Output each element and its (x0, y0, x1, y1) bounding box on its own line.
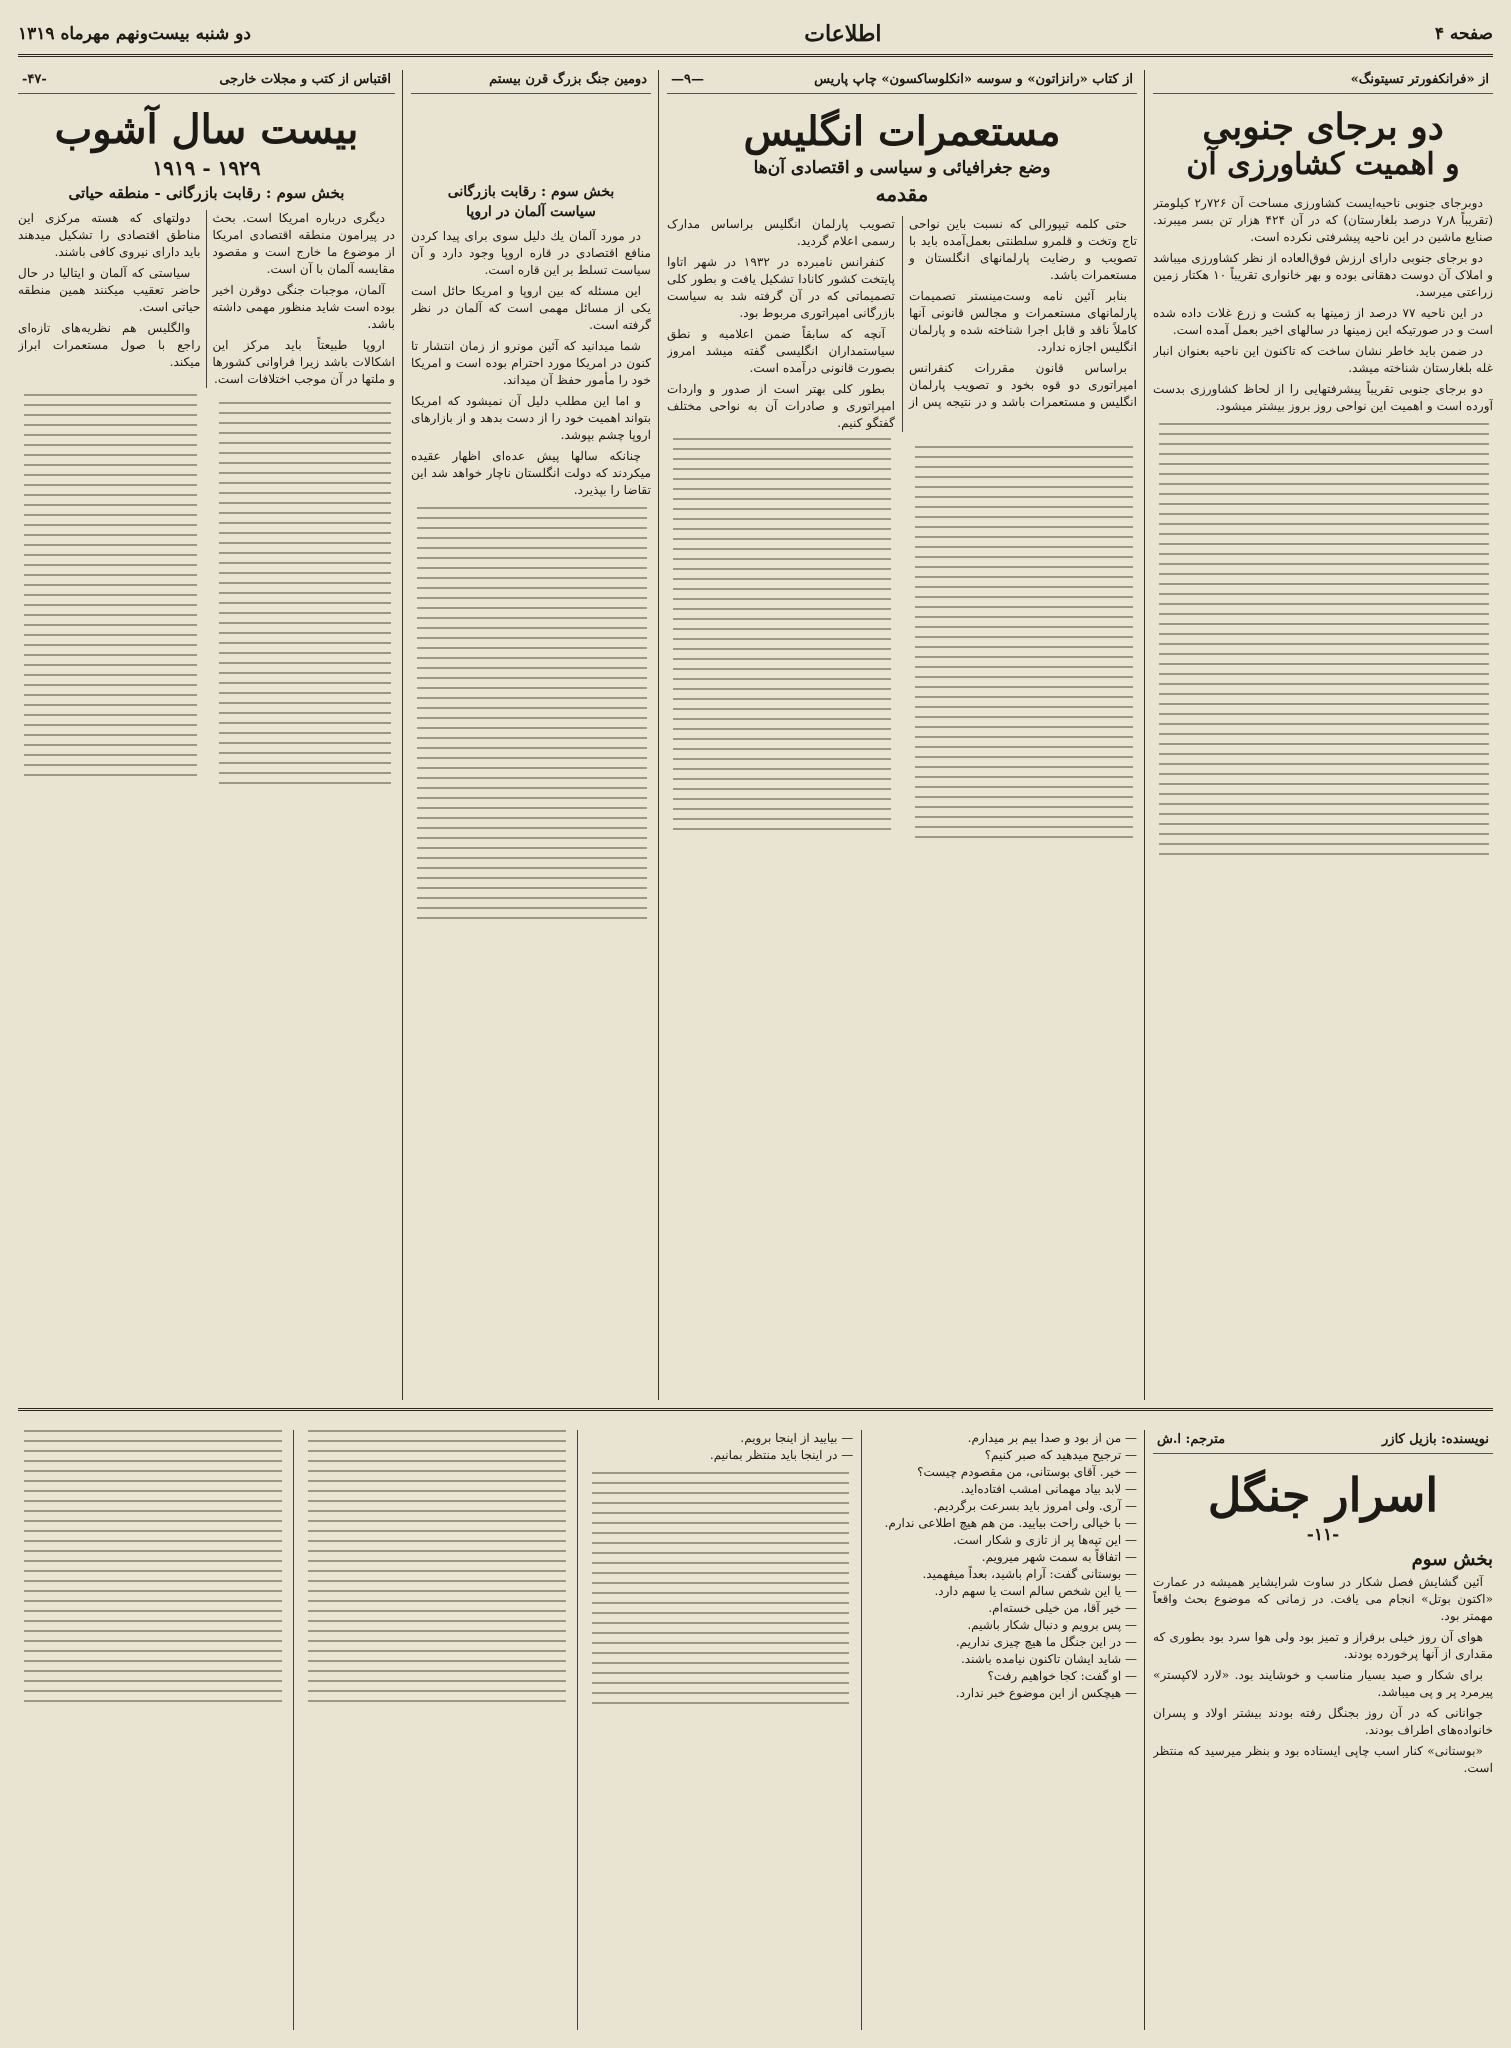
dialogue-line: — اتفاقاً به سمت شهر میرویم. (981, 1550, 1137, 1564)
paragraph: آلمان، موجبات جنگی دوقرن اخیر بوده است شاید منظور مهمی داشته باشد. (212, 283, 395, 331)
serial-number: —۹— (671, 72, 704, 87)
column-rule (1144, 70, 1145, 1400)
serial-body (1153, 1574, 1493, 1777)
source-label (667, 70, 1137, 94)
newspaper-page (18, 14, 1493, 2034)
author-label: نویسنده: بازیل کازر (1382, 1432, 1489, 1447)
dialogue-line: — بوستانی گفت: آرام باشید، بعداً میفهمید. (922, 1567, 1137, 1581)
paragraph: دو برجای جنوبی تقریباً پیشرفتهایی را از لحاظ کشاورزی بدست آورده است و اهمیت این نواحی روز بروز بیشتر میشود. (1153, 381, 1493, 413)
dialogue-line: — در اینجا باید منتظر بمانیم. (709, 1448, 854, 1462)
source-label (18, 70, 395, 94)
title-line: و اهمیت کشاورزی آن (1186, 146, 1460, 182)
section-heading: سیاست آلمان در اروپا (466, 204, 596, 220)
paragraph: این مسئله که بین اروپا و امریکا حائل است یکی از مسائل مهمی است که آلمان در نظر گرفته است. (411, 284, 651, 332)
masthead (18, 14, 1493, 57)
article-title: بیست سال آشوب (54, 106, 359, 153)
credits (1153, 1430, 1493, 1454)
dialogue-line: — پس برویم و دنبال شکار باشیم. (967, 1618, 1137, 1632)
paragraph: و اما این مطلب دلیل آن نمیشود که امریکا بتواند اهمیت خود را از دست بدهد و از بازارهای اروپا چشم بپوشد. (411, 394, 651, 442)
source-label: دومین جنگ بزرگ قرن بیستم (411, 70, 651, 94)
dialogue-line: — در این جنگل ما هیچ چیزی نداریم. (955, 1635, 1137, 1649)
serial-number: -۴۷- (22, 72, 47, 87)
paragraph: دیگری درباره امریکا است. بحث در پیرامون منطقه اقتصادی امریکا از موضوع ما خارج است و مقصود مقایسه آلمان با آن است. (212, 211, 395, 276)
issue-date: دو شنبه بیست‌ونهم مهرماه ۱۳۱۹ (18, 24, 251, 44)
title-line: دو برجای جنوبی (1202, 106, 1444, 148)
section-heading: مقدمه (875, 182, 929, 206)
dialogue-line: — آری. ولی امروز باید بسرعت برگردیم. (933, 1499, 1137, 1513)
dialogue-line: — یا این شخص سالم است یا سهم دارد. (934, 1584, 1137, 1598)
translator-label: مترجم: ا.ش (1157, 1432, 1226, 1447)
column-rule (658, 70, 659, 1400)
paragraph: در این ناحیه ۷۷ درصد از زمینها به کشت و زرع غلات داده شده است و در صورتیکه این زمینها در سالهای اخیر بعمل آمده است. (1153, 305, 1493, 337)
paper-name: اطلاعات (804, 21, 882, 47)
text-lines (1153, 423, 1493, 855)
paragraph: دوبرجای جنوبی ناحیه‌ایست کشاورزی مساحت آن ۷۲۶ر۲ کیلومتر (تقریباً ۸ر۷ درصد بلغارستان) که در آن ۴۲۴ هزار تن بسر میبرند. صنایع ماشین در این ناحیه پیشرفتی نکرده است. (1153, 195, 1493, 244)
text-lines (18, 1430, 853, 1709)
article-body (411, 228, 651, 499)
source-label: از «فرانکفورتر تسیتونگ» (1153, 70, 1493, 94)
dialogue-line: — ترجیح میدهید که صبر کنیم؟ (984, 1448, 1137, 1462)
dialogue-line: — خیر آقا، من خیلی خسته‌ام. (988, 1601, 1137, 1615)
paragraph: سیاستی که آلمان و ایتالیا در حال حاضر تعقیب میکنند همین منطقه حیاتی است. (18, 266, 201, 314)
paragraph: کنفرانس نامبرده در ۱۹۳۲ در شهر اتاوا پایتخت کشور کانادا تشکیل یافت و بطور کلی تصمیماتی که در آن گرفته شد به سیاست بازرگانی امپراتوری مربوط بود. (667, 255, 895, 320)
dialogue-line: — با خیالی راحت بیایید. من هم هیچ اطلاعی ندارم. (884, 1516, 1137, 1530)
article-dobruja (1153, 70, 1493, 1400)
dialogue-line: — این تپه‌ها پر از تازی و شکار است. (953, 1533, 1137, 1547)
paragraph: اروپا طبیعتاً باید مرکز این اشکالات باشد زیرا فراوانی کشورها و ملتها در آن موجب اختلافات است. (212, 338, 395, 386)
article-subtitle: بخش سوم : رقابت بازرگانی - منطقه حیاتی (68, 184, 345, 202)
article-body (667, 216, 1137, 432)
paragraph: حتی کلمه تیپورالی که نسبت باین نواحی تاج وتخت و قلمرو سلطنتی بعمل‌آمده باید با تصویب و رضایت پارلمانهای انگلستان و مستعمرات باشد. (909, 217, 1137, 282)
paragraph: جوانانی که در آن روز بجنگل رفته بودند بیشتر اولاد و پسران خانواده‌های اطراف بودند. (1153, 1705, 1493, 1737)
dialogue-line: — هیچکس از این موضوع خبر ندارد. (955, 1686, 1137, 1700)
article-subtitle: بخش سوم : رقابت بازرگانی (447, 184, 615, 200)
serial-number: -۱۱- (1306, 1524, 1340, 1545)
paragraph: دولتهای که هسته مرکزی این مناطق اقتصادی را تشکیل میدهند باید دارای نیروی کافی باشند. (18, 211, 201, 259)
paragraph: بطور کلی بهتر است از صدور و واردات امپراتوری و صادرات آن به نواحی مختلف گفتگو کنیم. (667, 382, 895, 430)
article-body (1153, 195, 1493, 415)
paragraph: چنانکه سالها پیش عده‌ای اظهار عقیده میکردند که دولت انگلستان ناچار خواهد شد این تقاضا را بپذیرد. (411, 449, 651, 497)
paragraph: هوای آن روز خیلی برفراز و تمیز بود ولی هوا سرد بود بطوری که مقداری از آنها پرخورده بودند. (1153, 1629, 1493, 1661)
paragraph: برای شکار و صید بسیار مناسب و خوشایند بود. «لارد لاکپستر» پیرمرد پر و پی میباشد. (1153, 1667, 1493, 1699)
dialogue-line: — شاید ایشان تاکنون نیامده باشند. (960, 1652, 1137, 1666)
serial-header (1153, 1430, 1493, 2030)
dialogue-line: — او گفت: کجا خواهیم رفت؟ (987, 1669, 1137, 1683)
source-text: اقتباس از کتب و مجلات خارجی (219, 72, 391, 87)
paragraph: «بوستانی» کنار اسب چاپی ایستاده بود و بنظر میرسید که منتظر است. (1153, 1743, 1493, 1775)
dialogue-line: — من از بود و صدا بیم بر میدارم. (967, 1431, 1137, 1445)
page-number: صفحه ۴ (1434, 24, 1493, 44)
paragraph: والگلیس هم نظریه‌های تازه‌ای راجع با صول مستعمرات ابراز میکند. (18, 321, 201, 369)
article-world-war (411, 70, 651, 1400)
dialogue-line: — لابد بیاد مهمانی امشب افتاده‌اید. (960, 1482, 1137, 1496)
section-heading: بخش سوم (1411, 1548, 1493, 1570)
article-british-colonies (667, 70, 1137, 1400)
paragraph: بنابر آئین نامه وست‌مینستر تصمیمات پارلمانهای مستعمرات و مجالس قانونی آنها کاملاً ناقد و قابل اجرا شناخته شده و پارلمان انگلیس اجازه ندارد. (909, 289, 1137, 354)
dialogue-line: — بیایید از اینجا برویم. (740, 1431, 854, 1445)
source-text: از کتاب «رانزاتون» و سوسه «انکلوساکسون» چاپ پاریس (814, 72, 1133, 87)
paragraph: شما میدانید که آئین مونرو از زمان انتشار تا کنون در امریکا مورد احترام بوده است و امریکا خود را مأمور حفظ آن میداند. (411, 339, 651, 387)
section-divider (18, 1408, 1493, 1414)
text-lines (411, 507, 651, 919)
dialogue-line: — خیر. آقای بوستانی، من مقصودم چیست؟ (917, 1465, 1137, 1479)
column-rule (1144, 1430, 1145, 2030)
serial-title: اسرار جنگل (1207, 1468, 1439, 1522)
serial-dialogue (18, 1430, 1137, 2030)
article-title (1153, 108, 1493, 181)
paragraph: براساس قانون مقررات کنفرانس امپراتوری دو قوه بخود و تصویب پارلمان انگلیس و مستعمرات باشد و در نتیجه پس از تصویب پارلمان انگلیس براساس مدارک رسمی اعلام گردید. (667, 217, 1137, 409)
paragraph: در ضمن باید خاطر نشان ساخت که تاکنون این ناحیه بعنوان انبار غله بلغارستان شناخته میشد. (1153, 343, 1493, 375)
paragraph: آئین گشایش فصل شکار در ساوت شرایشایر همیشه در عمارت «اکتون بوتل» انجام می یافت. در زمانی که موضوع بحث واقعاً مهمتر بود. (1153, 1574, 1493, 1623)
article-title: مستعمرات انگلیس (743, 108, 1061, 155)
article-body (18, 210, 395, 388)
years-range: ۱۹۲۹ - ۱۹۱۹ (152, 156, 261, 180)
article-twenty-years (18, 70, 395, 1400)
article-subtitle: وضع جغرافیائی و سیاسی و اقتصادی آن‌ها (753, 158, 1051, 178)
paragraph: دو برجای جنوبی دارای ارزش فوق‌العاده از نظر کشاورزی میباشد و املاک آن دوست دهقانی بوده و بهر خانواری تقریباً ۱۰ هکتار زمین زراعتی میرسد. (1153, 250, 1493, 299)
paragraph: در مورد آلمان یك دلیل سوی برای پیدا کردن منافع اقتصادی در قاره اروپا وجود دارد و آن سیاست تسلط بر این قاره است. (411, 229, 651, 277)
column-rule (402, 70, 403, 1400)
paragraph: آنچه که سابقاً ضمن اعلامیه و نطق سیاستمداران انگلیسی گفته میشد امروز بصورت قانونی درآمده است. (667, 327, 895, 375)
text-lines (18, 394, 395, 788)
text-lines (667, 438, 1137, 842)
